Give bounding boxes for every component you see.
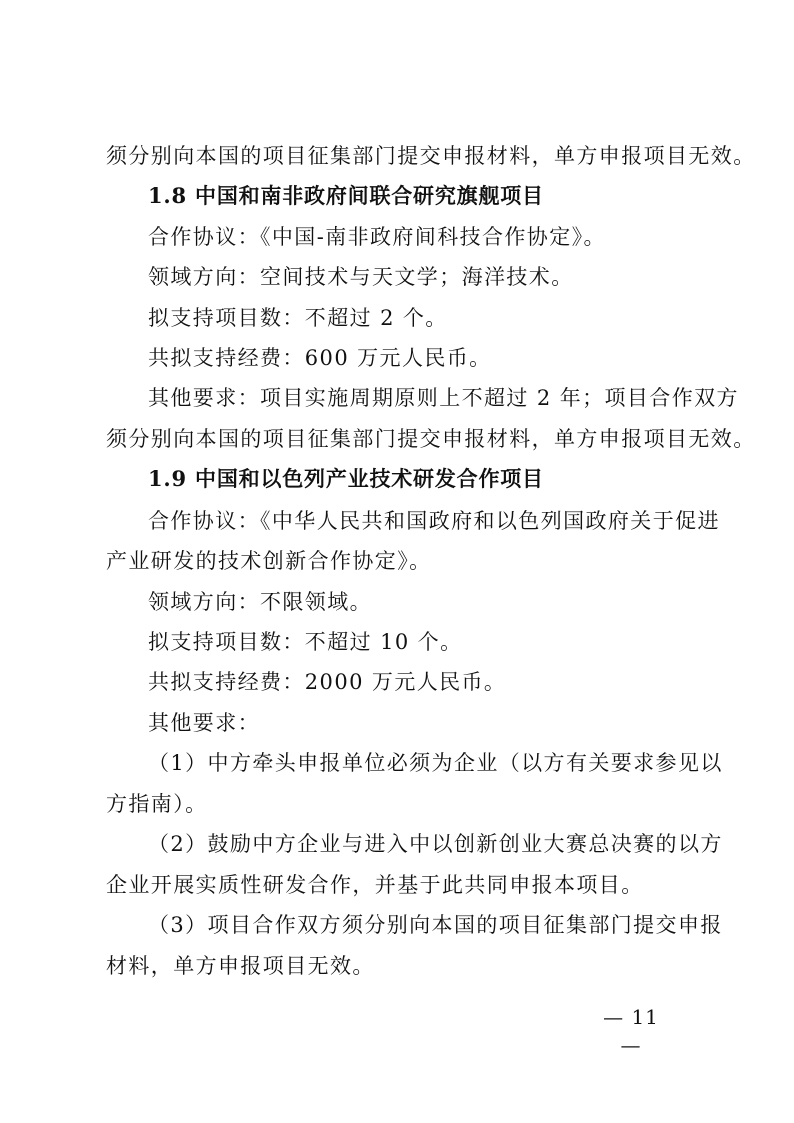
requirement-item-2-continuation: 企业开展实质性研发合作，并基于此共同申报本项目。 xyxy=(106,873,644,897)
project-count-line-1-9: 拟支持项目数：不超过 10 个。 xyxy=(148,630,463,654)
requirements-continuation-1-8: 须分别向本国的项目征集部门提交申报材料，单方申报项目无效。 xyxy=(106,427,756,451)
section-heading-1-9: 1.9 中国和以色列产业技术研发合作项目 xyxy=(148,466,544,491)
requirement-item-1-continuation: 方指南）。 xyxy=(106,792,208,816)
field-line-1-8: 领域方向：空间技术与天文学；海洋技术。 xyxy=(148,265,574,289)
funding-line-1-9: 共拟支持经费：2000 万元人民币。 xyxy=(148,670,507,694)
requirements-line-1-8: 其他要求：项目实施周期原则上不超过 2 年；项目合作双方 xyxy=(148,386,739,410)
funding-line-1-8: 共拟支持经费：600 万元人民币。 xyxy=(148,346,492,370)
field-line-1-9: 领域方向：不限领域。 xyxy=(148,590,372,614)
text-line-continuation-1: 须分别向本国的项目征集部门提交申报材料，单方申报项目无效。 xyxy=(106,144,756,168)
page-number: — 11 — xyxy=(603,1005,659,1057)
requirement-item-3: （3）项目合作双方须分别向本国的项目征集部门提交申报 xyxy=(148,913,723,937)
agreement-continuation-1-9: 产业研发的技术创新合作协定》。 xyxy=(106,549,432,573)
requirements-heading-1-9: 其他要求： xyxy=(148,711,260,735)
agreement-line-1-8: 合作协议：《中国-南非政府间科技合作协定》。 xyxy=(148,225,606,249)
requirement-item-2: （2）鼓励中方企业与进入中以创新创业大赛总决赛的以方 xyxy=(148,832,723,856)
project-count-line-1-8: 拟支持项目数：不超过 2 个。 xyxy=(148,306,448,330)
section-heading-1-8: 1.8 中国和南非政府间联合研究旗舰项目 xyxy=(148,183,544,208)
agreement-line-1-9: 合作协议：《中华人民共和国政府和以色列国政府关于促进 xyxy=(148,509,720,533)
requirement-item-1: （1）中方牵头申报单位必须为企业（以方有关要求参见以 xyxy=(148,751,723,775)
requirement-item-3-continuation: 材料，单方申报项目无效。 xyxy=(106,954,375,978)
